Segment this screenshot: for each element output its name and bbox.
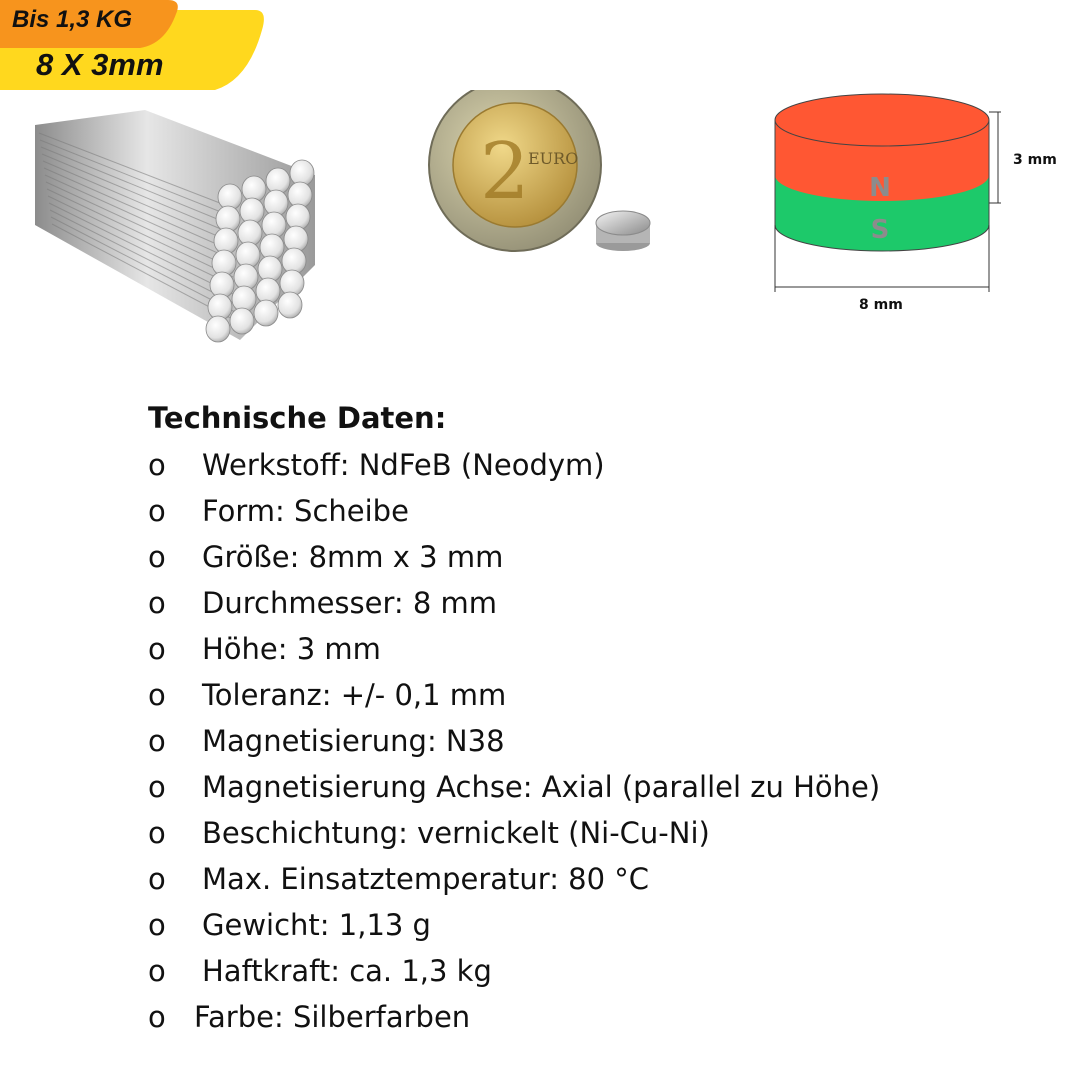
magnet-pole-diagram [765, 80, 1075, 320]
bullet-marker: o [148, 586, 166, 620]
spec-text: Magnetisierung Achse: Axial (parallel zu Höhe) [202, 770, 881, 804]
bullet-marker: o [148, 632, 166, 666]
spec-item [148, 948, 1048, 994]
two-euro-coin-comparison-image [425, 90, 665, 260]
coin-digit: 2 [480, 127, 530, 217]
spec-item [148, 442, 1048, 488]
spec-text: Magnetisierung: N38 [202, 724, 505, 758]
spec-item [148, 534, 1048, 580]
bullet-marker: o [148, 494, 166, 528]
specs-heading: Technische Daten: [148, 401, 447, 435]
spec-item [148, 856, 1048, 902]
diameter-dimension-label: 8 mm [859, 297, 903, 313]
bullet-marker: o [148, 448, 166, 482]
bullet-marker: o [148, 540, 166, 574]
bullet-marker: o [148, 770, 166, 804]
spec-text: Höhe: 3 mm [202, 632, 381, 666]
spec-text: Haftkraft: ca. 1,3 kg [202, 954, 492, 988]
magnet-pile-image [25, 105, 325, 350]
bullet-marker: o [148, 678, 166, 712]
bullet-marker: o [148, 724, 166, 758]
technical-specs [148, 398, 1048, 1040]
spec-item [148, 902, 1048, 948]
south-pole-label: S [870, 215, 890, 245]
spec-item [148, 488, 1048, 534]
spec-item [148, 672, 1048, 718]
bullet-marker: o [148, 862, 166, 896]
bullet-marker: o [148, 1000, 166, 1034]
spec-text: Farbe: Silberfarben [194, 1000, 471, 1034]
bullet-marker: o [148, 908, 166, 942]
spec-item [148, 718, 1048, 764]
north-pole-label: N [869, 173, 891, 203]
spec-text: Toleranz: +/- 0,1 mm [202, 678, 507, 712]
badge-weight-text: Bis 1,3 KG [12, 6, 133, 33]
spec-text: Form: Scheibe [202, 494, 409, 528]
spec-text: Größe: 8mm x 3 mm [202, 540, 504, 574]
height-dimension-label: 3 mm [1013, 152, 1057, 168]
spec-list [148, 442, 1048, 1040]
coin-euro-text: EURO [528, 149, 579, 168]
spec-text: Gewicht: 1,13 g [202, 908, 431, 942]
spec-item [148, 764, 1048, 810]
spec-text: Werkstoff: NdFeB (Neodym) [202, 448, 605, 482]
bullet-marker: o [148, 954, 166, 988]
size-badge [0, 0, 270, 95]
spec-text: Beschichtung: vernickelt (Ni-Cu-Ni) [202, 816, 710, 850]
spec-item [148, 994, 1048, 1040]
spec-text: Durchmesser: 8 mm [202, 586, 498, 620]
spec-item [148, 810, 1048, 856]
spec-item [148, 580, 1048, 626]
badge-size-text: 8 X 3mm [36, 47, 164, 82]
spec-text: Max. Einsatztemperatur: 80 °C [202, 862, 650, 896]
bullet-marker: o [148, 816, 166, 850]
spec-item [148, 626, 1048, 672]
